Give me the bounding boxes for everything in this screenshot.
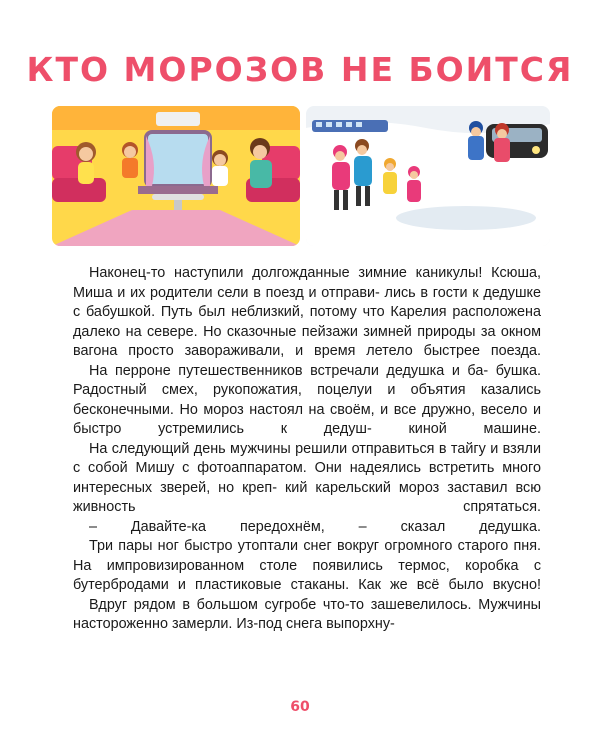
text-line: термос, коробка с бутербродами и пластиковые стаканы. [73,557,542,593]
winter-station-illustration [306,106,550,246]
text-line: На следующий день мужчины решили отправиться [89,440,435,457]
train-compartment-illustration [52,106,300,246]
text-line: – Давайте-ка передохнём, – сказал дедушка. [89,518,541,535]
text-line: бушка. Радостный смех, рукопожатия, поцелуи и объятия [73,362,542,398]
text-line: Ксюша, Миша и их родители сели в поезд и отправи- [73,265,541,301]
paragraph [73,264,541,362]
story-text [73,264,541,635]
paragraph [73,440,541,518]
paragraph [73,518,541,538]
text-line: и все дружно, весело и быстро устремились к дедуш- [73,401,541,437]
text-line: потому что Карелия расположена далеко на севере. [73,304,542,340]
text-line: Мужчины настороженно замерли. Из-под снега выпорхну- [73,596,542,632]
text-line: Вдруг рядом в большом сугробе что-то зашевелилось. [89,596,472,613]
text-line: лись в гости к дедушке с бабушкой. Путь был неблизкий, [73,284,541,320]
text-line: На перроне путешественников встречали дедушка и ба- [89,362,489,379]
text-line: Наконец-то наступили долгожданные зимние каникулы! [89,265,483,281]
paragraph [73,362,541,440]
text-line: киной машине. [408,421,541,437]
text-line: старого пня. На импровизированном столе появились [73,538,541,574]
text-line: Но сказочные пейзажи зимней природы за окном вагона [73,323,541,359]
text-line: надеялись встретить много интересных зверей, но креп- [73,460,541,496]
text-line: просто завораживали, и время летело быстрее поезда. [128,343,541,359]
paragraph [73,537,541,596]
text-line: кий карельский мороз заставил всю живность спрятаться. [73,479,541,515]
text-line: Как же всё было вкусно! [358,577,542,593]
page-number: 60 [290,699,310,715]
text-line: Три пары ног быстро утоптали снег вокруг огромного [89,538,453,554]
text-line: казались бесконечными. Но мороз настоял на своём, [73,382,541,418]
paragraph [73,596,541,635]
text-line: в тайгу и взяли с собой Мишу с фотоаппаратом. Они [73,440,541,476]
page-title: КТО МОРОЗОВ НЕ БОИТСЯ [26,50,574,89]
